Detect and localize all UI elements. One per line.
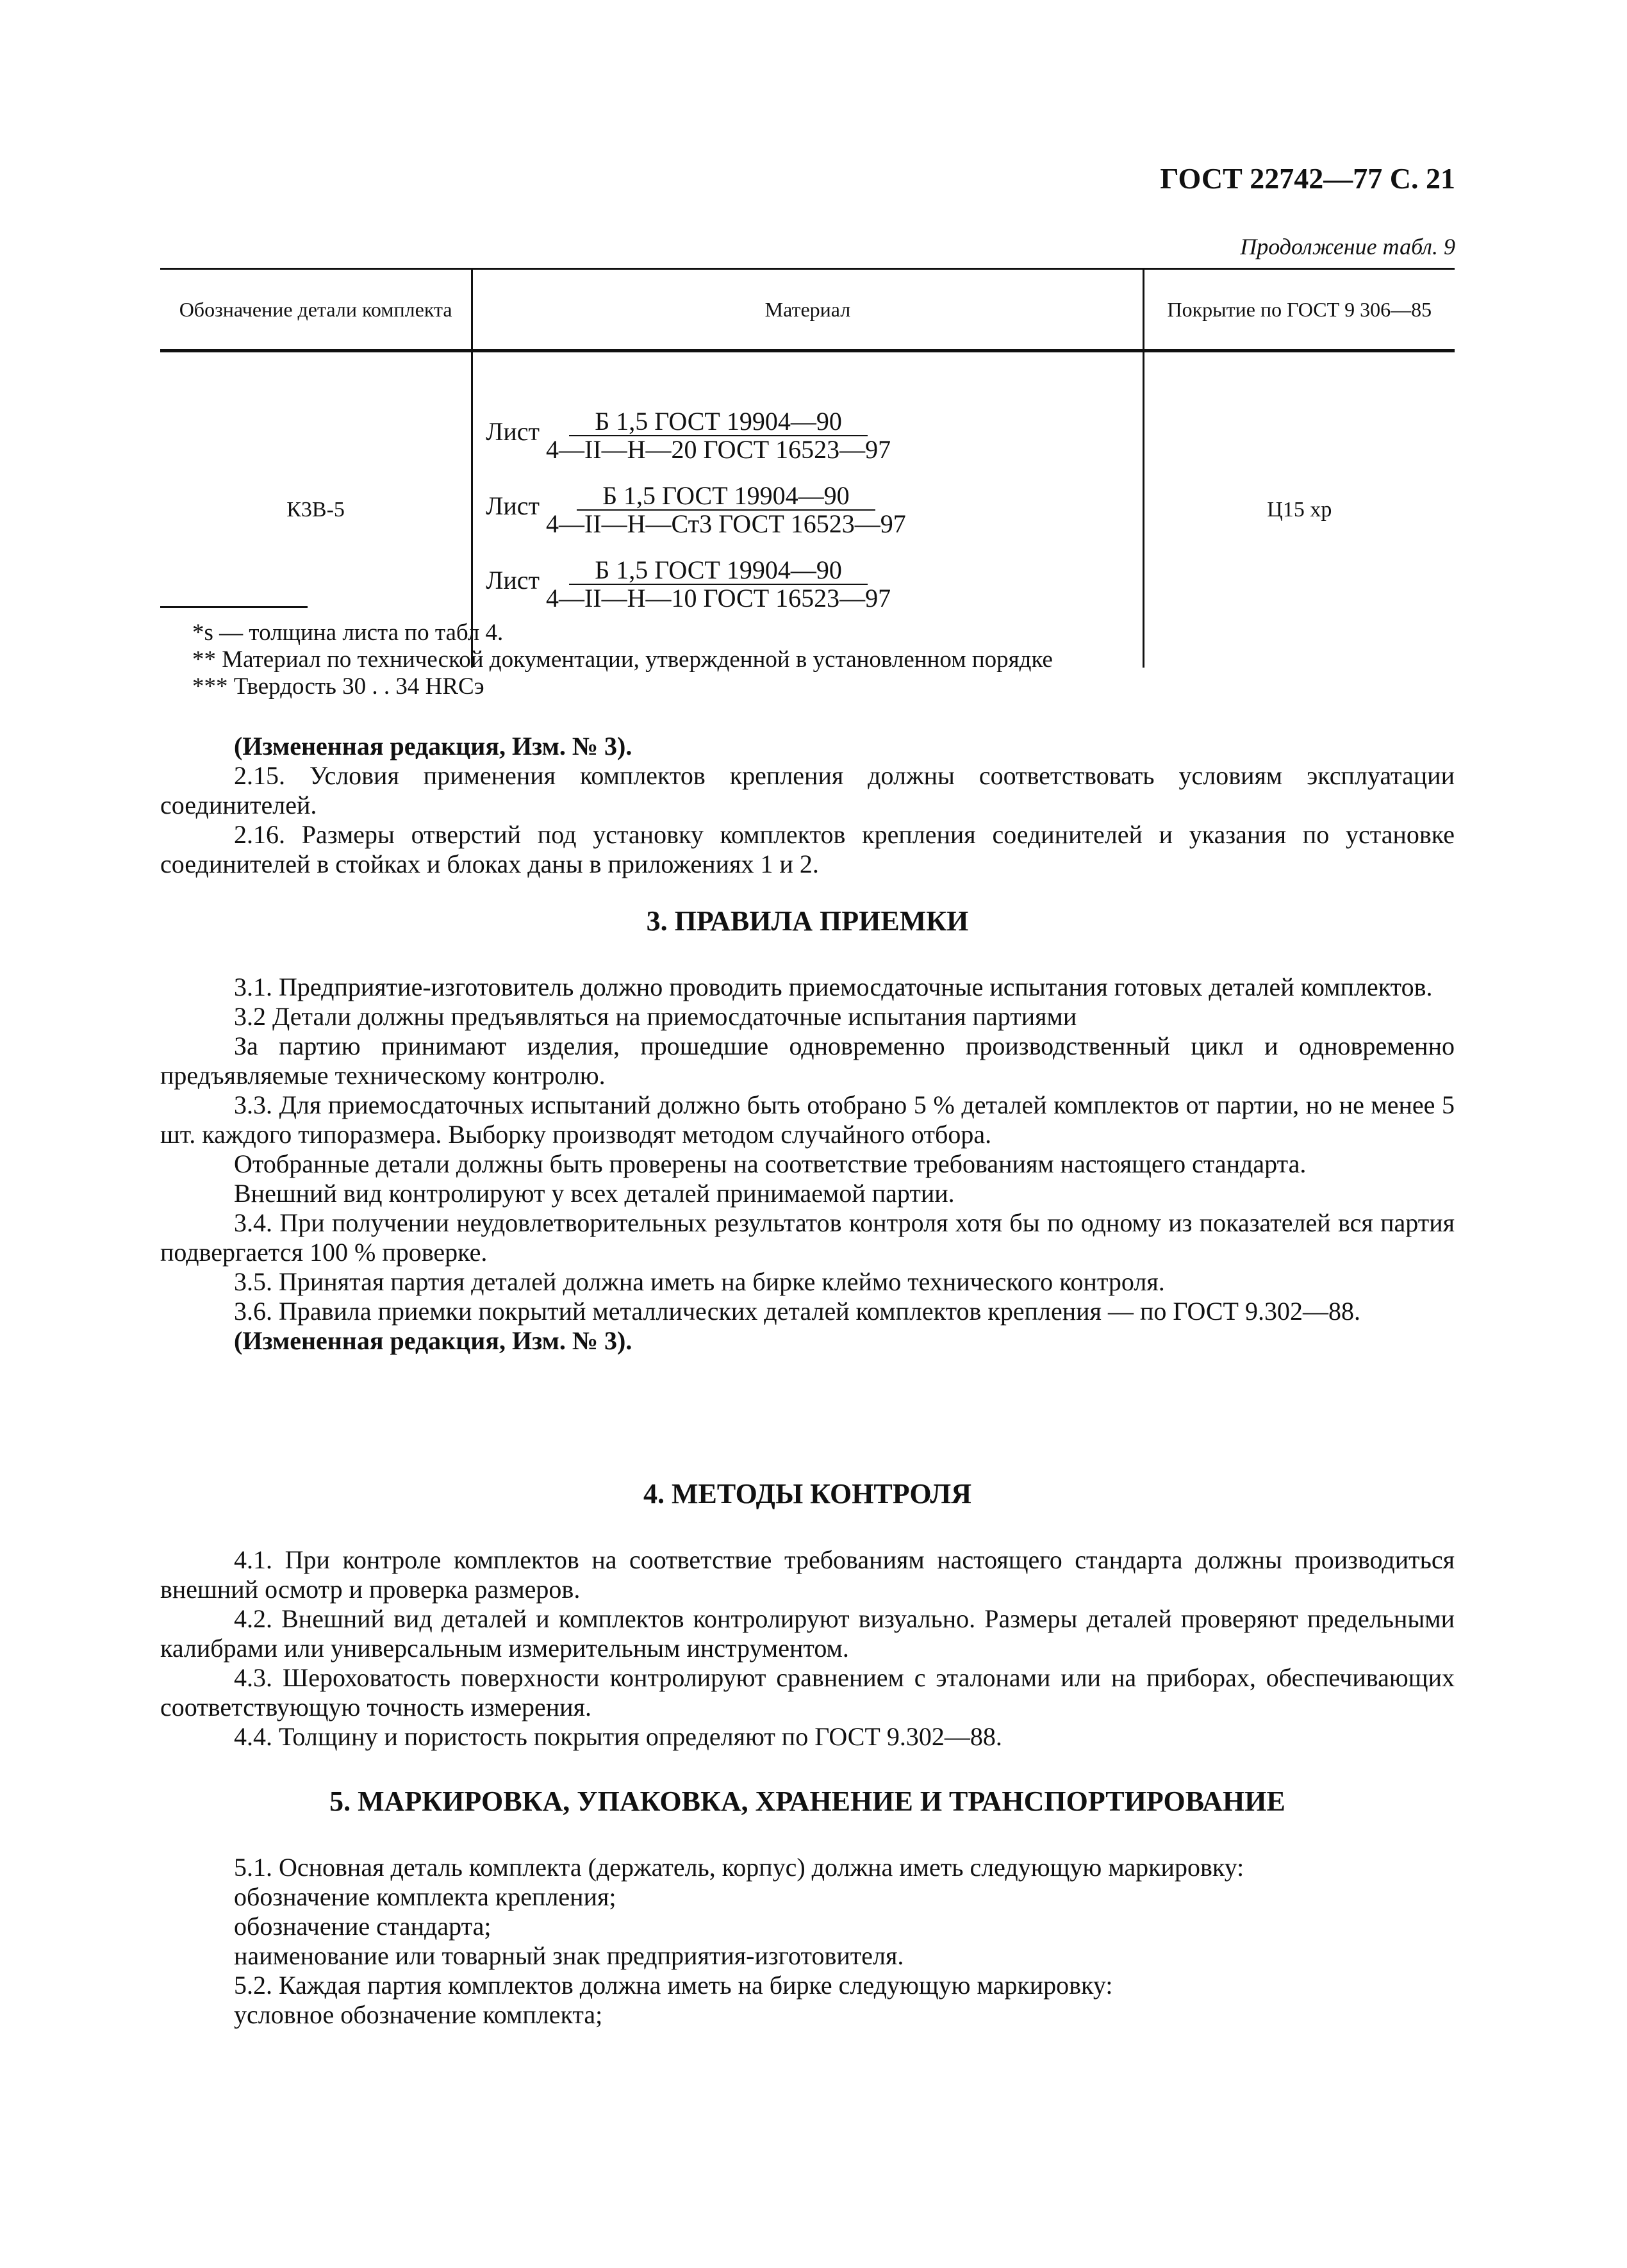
section-4-title: 4. МЕТОДЫ КОНТРОЛЯ [643, 1478, 971, 1509]
section-4-text [160, 1545, 1455, 1752]
footnote: *s — толщина листа по табл 4. [192, 620, 504, 646]
materials-table [160, 268, 1455, 668]
paragraph: 5.1. Основная деталь комплекта (держатель, корпус) должна иметь следующую маркировку: [234, 1853, 1244, 1882]
edit-note: (Измененная редакция, Изм. № 3). [234, 1326, 632, 1355]
material-numerator: Б 1,5 ГОСТ 19904—90 [569, 408, 868, 436]
column-header-material: Материал [472, 269, 1143, 351]
paragraph: 4.1. При контроле комплектов на соответствие требованиям настоящего стандарта должны производиться внешний осмотр и проверка размеров. [160, 1545, 1455, 1604]
paragraph: 3.1. Предприятие-изготовитель должно проводить приемосдаточные испытания готовых деталей комплектов. [234, 973, 1433, 1001]
page-header: ГОСТ 22742—77 С. 21 [1160, 162, 1455, 195]
table-header-row [160, 269, 1455, 351]
material-denominator: 4—II—Н—20 ГОСТ 16523—97 [545, 435, 891, 464]
paragraph: Внешний вид контролируют у всех деталей принимаемой партии. [234, 1179, 955, 1208]
material-word: Лист [486, 565, 540, 595]
section-2-text [160, 732, 1455, 879]
paragraph: Отобранные детали должны быть проверены на соответствие требованиям настоящего стандарта. [234, 1149, 1307, 1178]
paragraph: 3.6. Правила приемки покрытий металлических деталей комплектов крепления — по ГОСТ 9.302—88. [234, 1297, 1360, 1326]
material-spec [486, 557, 1141, 612]
cell-designation: К3В-5 [286, 498, 345, 522]
paragraph: 4.4. Толщину и пористость покрытия определяют по ГОСТ 9.302—88. [234, 1722, 1002, 1751]
section-5-text [160, 1853, 1455, 2030]
paragraph: 5.2. Каждая партия комплектов должна иметь на бирке следующую маркировку: [234, 1971, 1113, 2000]
paragraph: условное обозначение комплекта; [234, 2000, 603, 2029]
section-3-text [160, 973, 1455, 1356]
table-continuation-label: Продолжение табл. 9 [1240, 234, 1455, 259]
paragraph: обозначение стандарта; [234, 1912, 491, 1941]
edit-note: (Измененная редакция, Изм. № 3). [234, 732, 632, 760]
cell-materials [472, 351, 1143, 668]
paragraph: 2.15. Условия применения комплектов крепления должны соответствовать условиям эксплуатации соединителей. [160, 761, 1455, 819]
paragraph: 2.16. Размеры отверстий под установку комплектов крепления соединителей и указания по установке соединителей в стойках и блоках даны в приложениях 1 и 2. [160, 820, 1455, 878]
paragraph: 3.2 Детали должны предъявляться на приемосдаточные испытания партиями [234, 1002, 1077, 1031]
paragraph: 4.2. Внешний вид деталей и комплектов контролируют визуально. Размеры деталей проверяют предельными калибрами или универсальным измерительным инструментом. [160, 1604, 1455, 1663]
material-fraction [546, 482, 906, 538]
section-5-title: 5. МАРКИРОВКА, УПАКОВКА, ХРАНЕНИЕ И ТРАНСПОРТИРОВАНИЕ [329, 1786, 1285, 1817]
material-fraction [546, 408, 891, 463]
material-spec [486, 408, 1141, 463]
paragraph: 4.3. Шероховатость поверхности контролируют сравнением с эталонами или на приборах, обеспечивающих соответствующую точность измерения. [160, 1663, 1455, 1722]
material-word: Лист [486, 491, 540, 520]
paragraph: За партию принимают изделия, прошедшие одновременно производственный цикл и одновременно предъявляемые техническому контролю. [160, 1031, 1455, 1090]
paragraph: обозначение комплекта крепления; [234, 1882, 616, 1911]
footnote: ** Материал по технической документации, утвержденной в установленном порядке [192, 646, 1053, 673]
footnote: *** Твердость 30 . . 34 HRCэ [192, 673, 484, 700]
cell-coating: Ц15 хр [1143, 351, 1455, 668]
paragraph: 3.4. При получении неудовлетворительных результатов контроля хотя бы по одному из показателей вся партия подвергается 100 % проверке. [160, 1208, 1455, 1267]
material-denominator: 4—II—Н—10 ГОСТ 16523—97 [545, 584, 891, 612]
footnote-divider [160, 606, 308, 608]
material-fraction [546, 557, 891, 612]
section-3-title: 3. ПРАВИЛА ПРИЕМКИ [646, 905, 969, 937]
material-denominator: 4—II—Н—Ст3 ГОСТ 16523—97 [545, 509, 906, 538]
paragraph: наименование или товарный знак предприятия-изготовителя. [234, 1941, 904, 1970]
paragraph: 3.3. Для приемосдаточных испытаний должно быть отобрано 5 % деталей комплектов от партии, но не менее 5 шт. каждого типоразмера. Выборку производят методом случайного отбора. [160, 1090, 1455, 1149]
material-numerator: Б 1,5 ГОСТ 19904—90 [569, 557, 868, 585]
material-numerator: Б 1,5 ГОСТ 19904—90 [577, 482, 875, 511]
column-header-coating: Покрытие по ГОСТ 9 306—85 [1143, 269, 1455, 351]
material-spec [486, 482, 1141, 538]
paragraph: 3.5. Принятая партия деталей должна иметь на бирке клеймо технического контроля. [234, 1267, 1165, 1296]
column-header-designation: Обозначение детали комплекта [160, 269, 472, 351]
material-word: Лист [486, 416, 540, 446]
